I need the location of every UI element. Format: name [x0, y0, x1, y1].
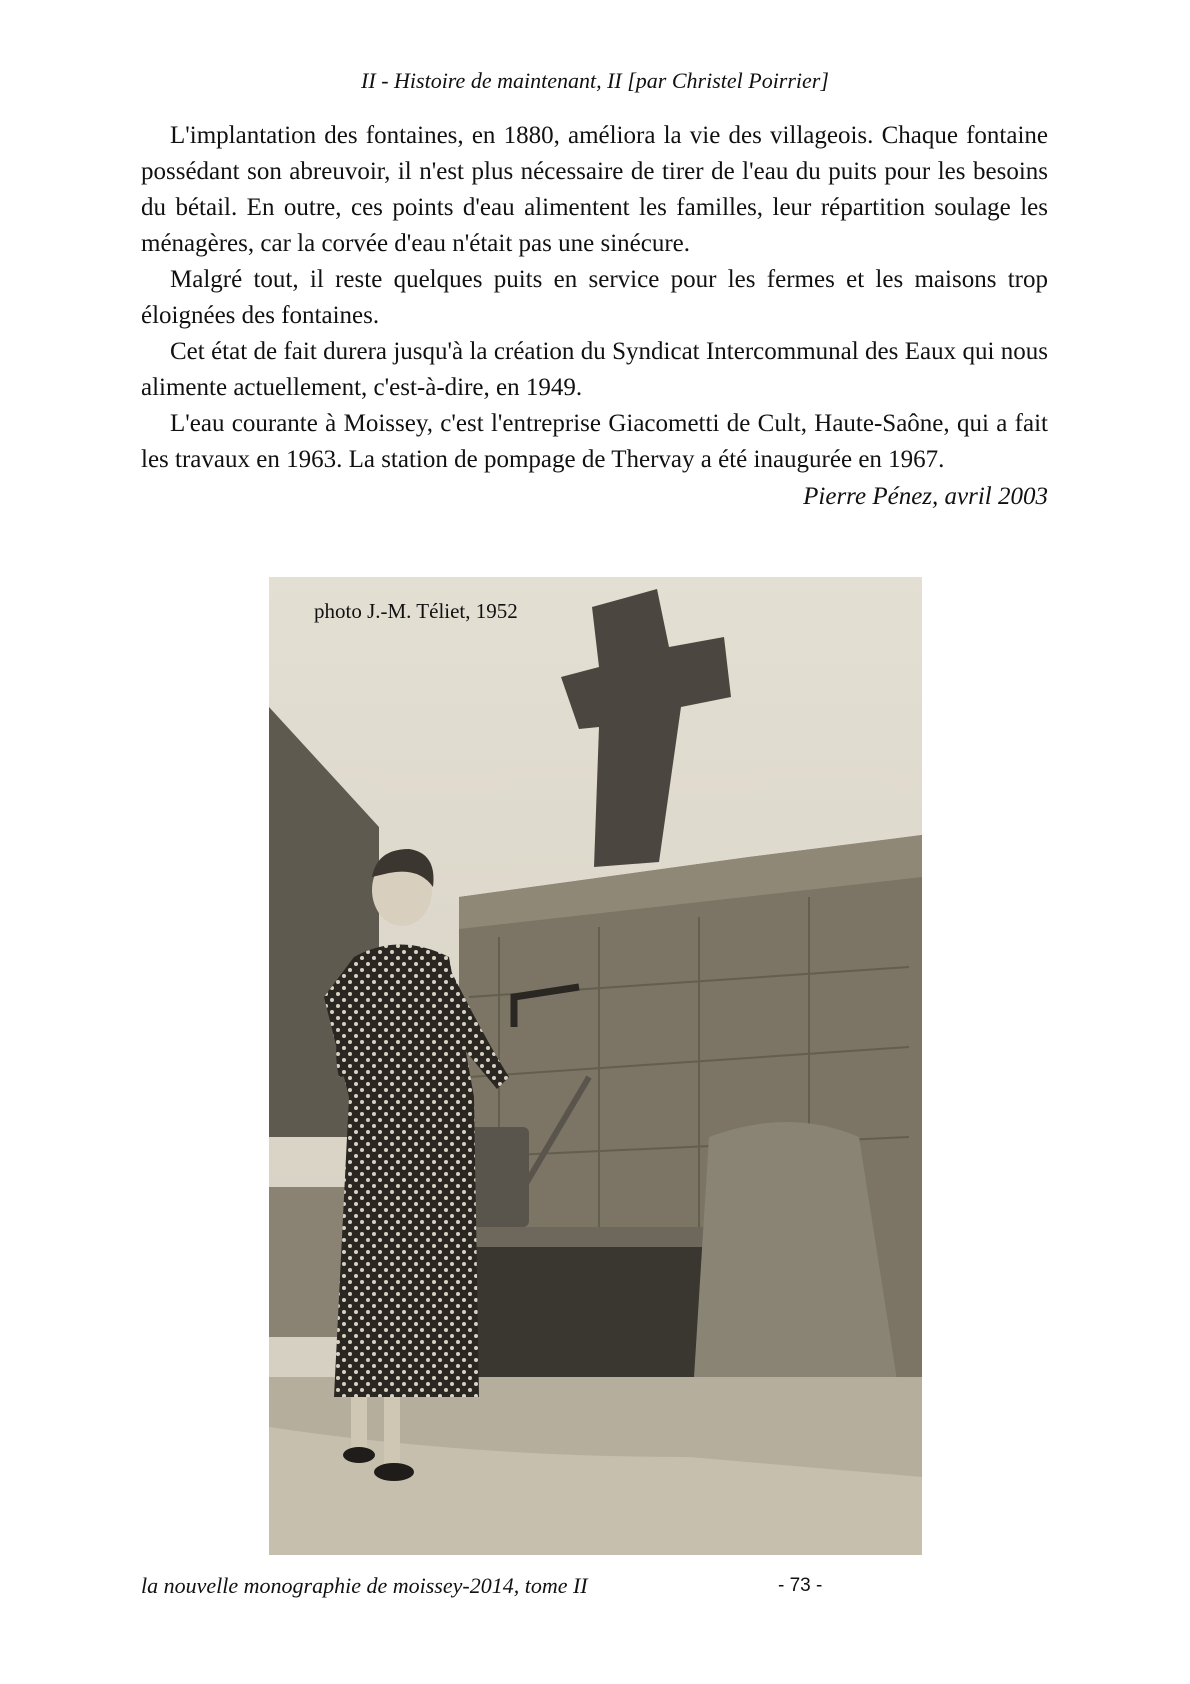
photo-illustration — [269, 577, 922, 1555]
historical-photo — [269, 577, 922, 1555]
paragraph: L'implantation des fontaines, en 1880, améliora la vie des villageois. Chaque fontaine possédant son abreuvoir, il n'est plus nécessaire de tirer de l'eau du puits pour les besoins du bétail. En outre, ces points d'eau alimentent les familles, leur répartition soulage les ménagères, car la corvée d'eau n'était pas une sinécure. — [141, 122, 1048, 257]
paragraph: L'eau courante à Moissey, c'est l'entreprise Giacometti de Cult, Haute-Saône, qui a fait les travaux en 1963. La station de pompage de Thervay a été inaugurée en 1967. — [141, 410, 1048, 473]
paragraph: Malgré tout, il reste quelques puits en service pour les fermes et les maisons trop éloignées des fontaines. — [141, 266, 1048, 329]
article-body — [141, 118, 1048, 515]
paragraph: Cet état de fait durera jusqu'à la création du Syndicat Intercommunal des Eaux qui nous alimente actuellement, c'est-à-dire, en 1949. — [141, 338, 1048, 401]
running-header: II - Histoire de maintenant, II [par Christel Poirrier] — [361, 68, 829, 93]
footer-book-title: la nouvelle monographie de moissey-2014, tome II — [141, 1573, 588, 1598]
author-signature: Pierre Pénez, avril 2003 — [803, 483, 1048, 510]
page-number: - 73 - — [778, 1575, 823, 1596]
photo-credit: photo J.-M. Téliet, 1952 — [314, 599, 518, 623]
